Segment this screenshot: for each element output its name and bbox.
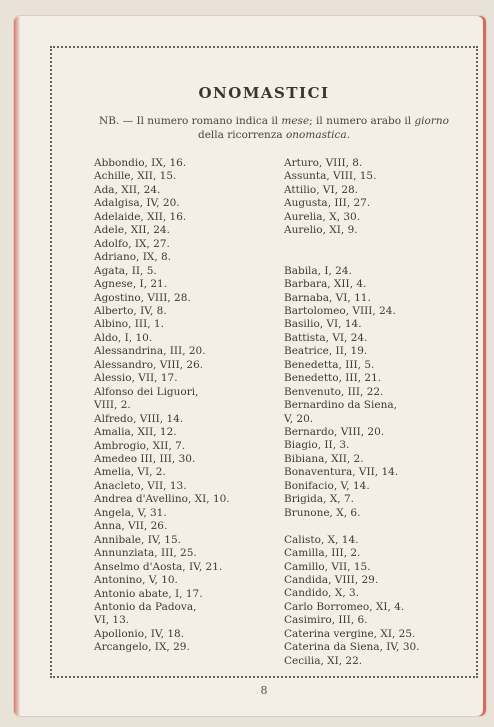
name-entry: Barbara, XII, 4. (284, 278, 367, 291)
spacer (284, 520, 476, 533)
name-entry: Anselmo d'Aosta, IV, 21. (94, 560, 223, 573)
name-entry: Cecilia, XI, 22. (284, 654, 363, 667)
name-entry: Agostino, VIII, 28. (94, 291, 191, 304)
spacer (284, 251, 476, 264)
name-entry: VIII, 2. (94, 399, 131, 412)
name-entry: Calisto, X, 14. (284, 533, 359, 546)
name-entry: Alessandro, VIII, 26. (94, 358, 204, 371)
note-part: ; il numero arabo il (309, 115, 415, 127)
name-entry: Adelaide, XII, 16. (94, 210, 187, 223)
name-entry: Adolfo, IX, 27. (94, 237, 170, 250)
name-entry: Amedeo III, III, 30. (94, 452, 196, 465)
note-part: . (346, 129, 351, 141)
name-entry: Assunta, VIII, 15. (284, 170, 377, 183)
name-entry: Biagio, II, 3. (284, 439, 350, 452)
name-entry: Alfredo, VIII, 14. (94, 412, 184, 425)
name-entry: Aldo, I, 10. (94, 331, 153, 344)
name-entry: V, 20. (284, 412, 314, 425)
name-entry: Barnaba, VI, 11. (284, 291, 371, 304)
name-entry: Bonifacio, V, 14. (284, 479, 370, 492)
name-entry: Carlo Borromeo, XI, 4. (284, 600, 405, 613)
name-entry: Bernardo, VIII, 20. (284, 426, 385, 439)
book-page (14, 16, 486, 716)
name-entry: Brigida, X, 7. (284, 493, 354, 506)
name-entry: Achille, XII, 15. (94, 170, 177, 183)
name-entry: Angela, V, 31. (94, 506, 167, 519)
name-entry: Beatrice, II, 19. (284, 345, 368, 358)
note-part: della ricorrenza (197, 129, 286, 141)
name-entry: Babila, I, 24. (284, 264, 352, 277)
name-entry: Benedetto, III, 21. (284, 372, 382, 385)
name-entry: Andrea d'Avellino, XI, 10. (94, 493, 230, 506)
name-entry: Camillo, VII, 15. (284, 560, 371, 573)
name-entry: Benvenuto, III, 22. (284, 385, 384, 398)
name-entry: Aurelia, X, 30. (284, 210, 361, 223)
note-italic-onomastica: onomastica (285, 129, 347, 141)
name-entry: Antonino, V, 10. (94, 574, 178, 587)
name-entry: Adriano, IX, 8. (94, 251, 172, 264)
name-entry: Alessandrina, III, 20. (94, 345, 206, 358)
name-entry: Attilio, VI, 28. (284, 183, 359, 196)
name-entry: Caterina vergine, XI, 25. (284, 627, 416, 640)
name-entry: Bernardino da Siena, (284, 399, 397, 412)
name-entry: Camilla, III, 2. (284, 547, 361, 560)
name-entry: Arcangelo, IX, 29. (94, 641, 190, 654)
name-entry: Brunone, X, 6. (284, 506, 361, 519)
name-entry: Augusta, III, 27. (284, 197, 371, 210)
name-entry: Adalgisa, IV, 20. (94, 197, 180, 210)
name-entry: Aurelio, XI, 9. (284, 224, 358, 237)
name-entry: Alfonso dei Liguori, (94, 385, 199, 398)
spacer (284, 238, 476, 251)
name-entry: Basilio, VI, 14. (284, 318, 362, 331)
note-italic-giorno: giorno (414, 115, 449, 127)
name-entry: Apollonio, IV, 18. (94, 627, 185, 640)
names-column-left (94, 157, 278, 655)
name-entry: Anacleto, VII, 13. (94, 479, 187, 492)
name-entry: Antonio abate, I, 17. (94, 587, 203, 600)
name-entry: Alberto, IV, 8. (94, 304, 167, 317)
note-text (96, 114, 452, 142)
name-entry: Agnese, I, 21. (94, 278, 168, 291)
name-entry: Candido, X, 3. (284, 587, 360, 600)
name-entry: Anna, VII, 26. (94, 520, 168, 533)
page-number: 8 (260, 684, 268, 697)
name-entry: Arturo, VIII, 8. (284, 157, 363, 169)
name-entry: Abbondio, IX, 16. (94, 157, 187, 169)
names-column-right (284, 157, 476, 668)
name-entry: Antonio da Padova, (94, 600, 197, 613)
name-entry: Annibale, IV, 15. (94, 533, 181, 546)
name-entry: Amalia, XII, 12. (94, 426, 177, 439)
name-entry: Ambrogio, XII, 7. (94, 439, 186, 452)
name-entry: Casimiro, III, 6. (284, 614, 368, 627)
name-entry: Ada, XII, 24. (94, 183, 161, 196)
name-entry: Candida, VIII, 29. (284, 574, 379, 586)
name-entry: Amelia, VI, 2. (94, 466, 166, 479)
name-entry: Bartolomeo, VIII, 24. (284, 304, 396, 317)
name-entry: Caterina da Siena, IV, 30. (284, 641, 420, 654)
name-entry: VI, 13. (94, 614, 130, 627)
page-title: ONOMASTICI (198, 84, 330, 102)
note-italic-mese: mese (281, 115, 310, 127)
note-part: NB. — Il numero romano indica il (99, 115, 282, 127)
name-entry: Bonaventura, VII, 14. (284, 466, 399, 479)
name-entry: Adele, XII, 24. (94, 224, 170, 237)
name-entry: Bibiana, XII, 2. (284, 452, 364, 465)
name-entry: Alessio, VII, 17. (94, 372, 178, 385)
name-entry: Albino, III, 1. (94, 318, 164, 331)
name-entry: Benedetta, III, 5. (284, 358, 375, 371)
name-entry: Agata, II, 5. (94, 264, 157, 277)
name-entry: Annunziata, III, 25. (94, 547, 197, 560)
name-entry: Battista, VI, 24. (284, 331, 368, 344)
